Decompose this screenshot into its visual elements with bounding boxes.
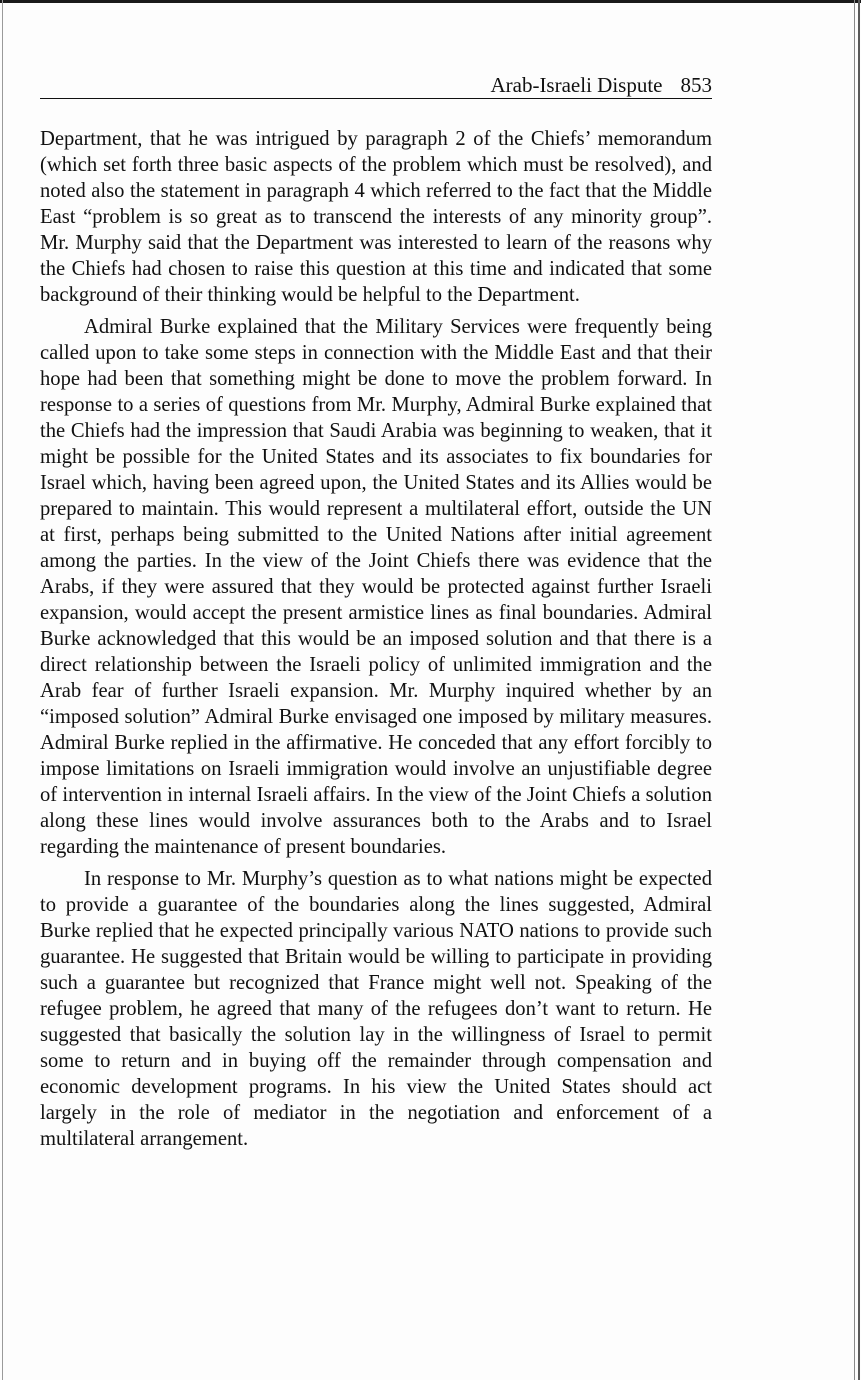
running-head [40, 72, 712, 99]
page-right-edge [854, 0, 855, 1380]
running-head-title: Arab-Israeli Dispute [490, 73, 663, 97]
body-text [40, 126, 712, 1152]
paragraph-3: In response to Mr. Murphy’s question as to what nations might be expected to provide a guarantee of the boundaries along the lines suggested, Admiral Burke replied that he expected principally various NATO nations to provide such guarantee. He suggested that Britain would be willing to participate in providing such a guarantee but recognized that France might well not. Speaking of the refugee problem, he agreed that many of the refugees don’t want to return. He suggested that basically the solution lay in the willingness of Israel to permit some to return and in buying off the remainder through compensation and economic development programs. In his view the United States should act largely in the role of mediator in the negotiation and enforcement of a multilateral arrangement. [40, 868, 712, 1150]
paragraph-1: Department, that he was intrigued by paragraph 2 of the Chiefs’ memorandum (which set forth three basic aspects of the problem which must be resolved), and noted also the statement in paragraph 4 which referred to the fact that the Middle East “problem is so great as to transcend the interests of any minority group”. Mr. Murphy said that the Department was interested to learn of the reasons why the Chiefs had chosen to raise this question at this time and indicated that some background of their thinking would be helpful to the Department. [40, 128, 712, 306]
page-right-binding [858, 0, 860, 1380]
page-number: 853 [680, 73, 712, 97]
page-top-edge [0, 0, 861, 3]
paragraph-2: Admiral Burke explained that the Military Services were frequently being called upon to take some steps in connection with the Middle East and that their hope had been that something might be done to move the problem forward. In response to a series of questions from Mr. Murphy, Admiral Burke explained that the Chiefs had the impression that Saudi Arabia was beginning to weaken, that it might be possible for the United States and its associates to fix boundaries for Israel which, having been agreed upon, the United States and its Allies would be prepared to maintain. This would represent a multilateral effort, outside the UN at first, perhaps being submitted to the United Nations after initial agreement among the parties. In the view of the Joint Chiefs there was evidence that the Arabs, if they were assured that they would be protected against further Israeli expansion, would accept the present armistice lines as final boundaries. Admiral Burke acknowledged that this would be an imposed solution and that there is a direct relationship between the Israeli policy of unlimited immigration and the Arab fear of further Israeli expansion. Mr. Murphy inquired whether by an “imposed solution” Admiral Burke envisaged one imposed by military measures. Admiral Burke replied in the affirmative. He conceded that any effort forcibly to impose limitations on Israeli immigration would involve an unjustifiable degree of intervention in internal Israeli affairs. In the view of the Joint Chiefs a solution along these lines would involve assurances both to the Arabs and to Israel regarding the maintenance of present boundaries. [40, 316, 712, 858]
page-left-edge [2, 0, 3, 1380]
